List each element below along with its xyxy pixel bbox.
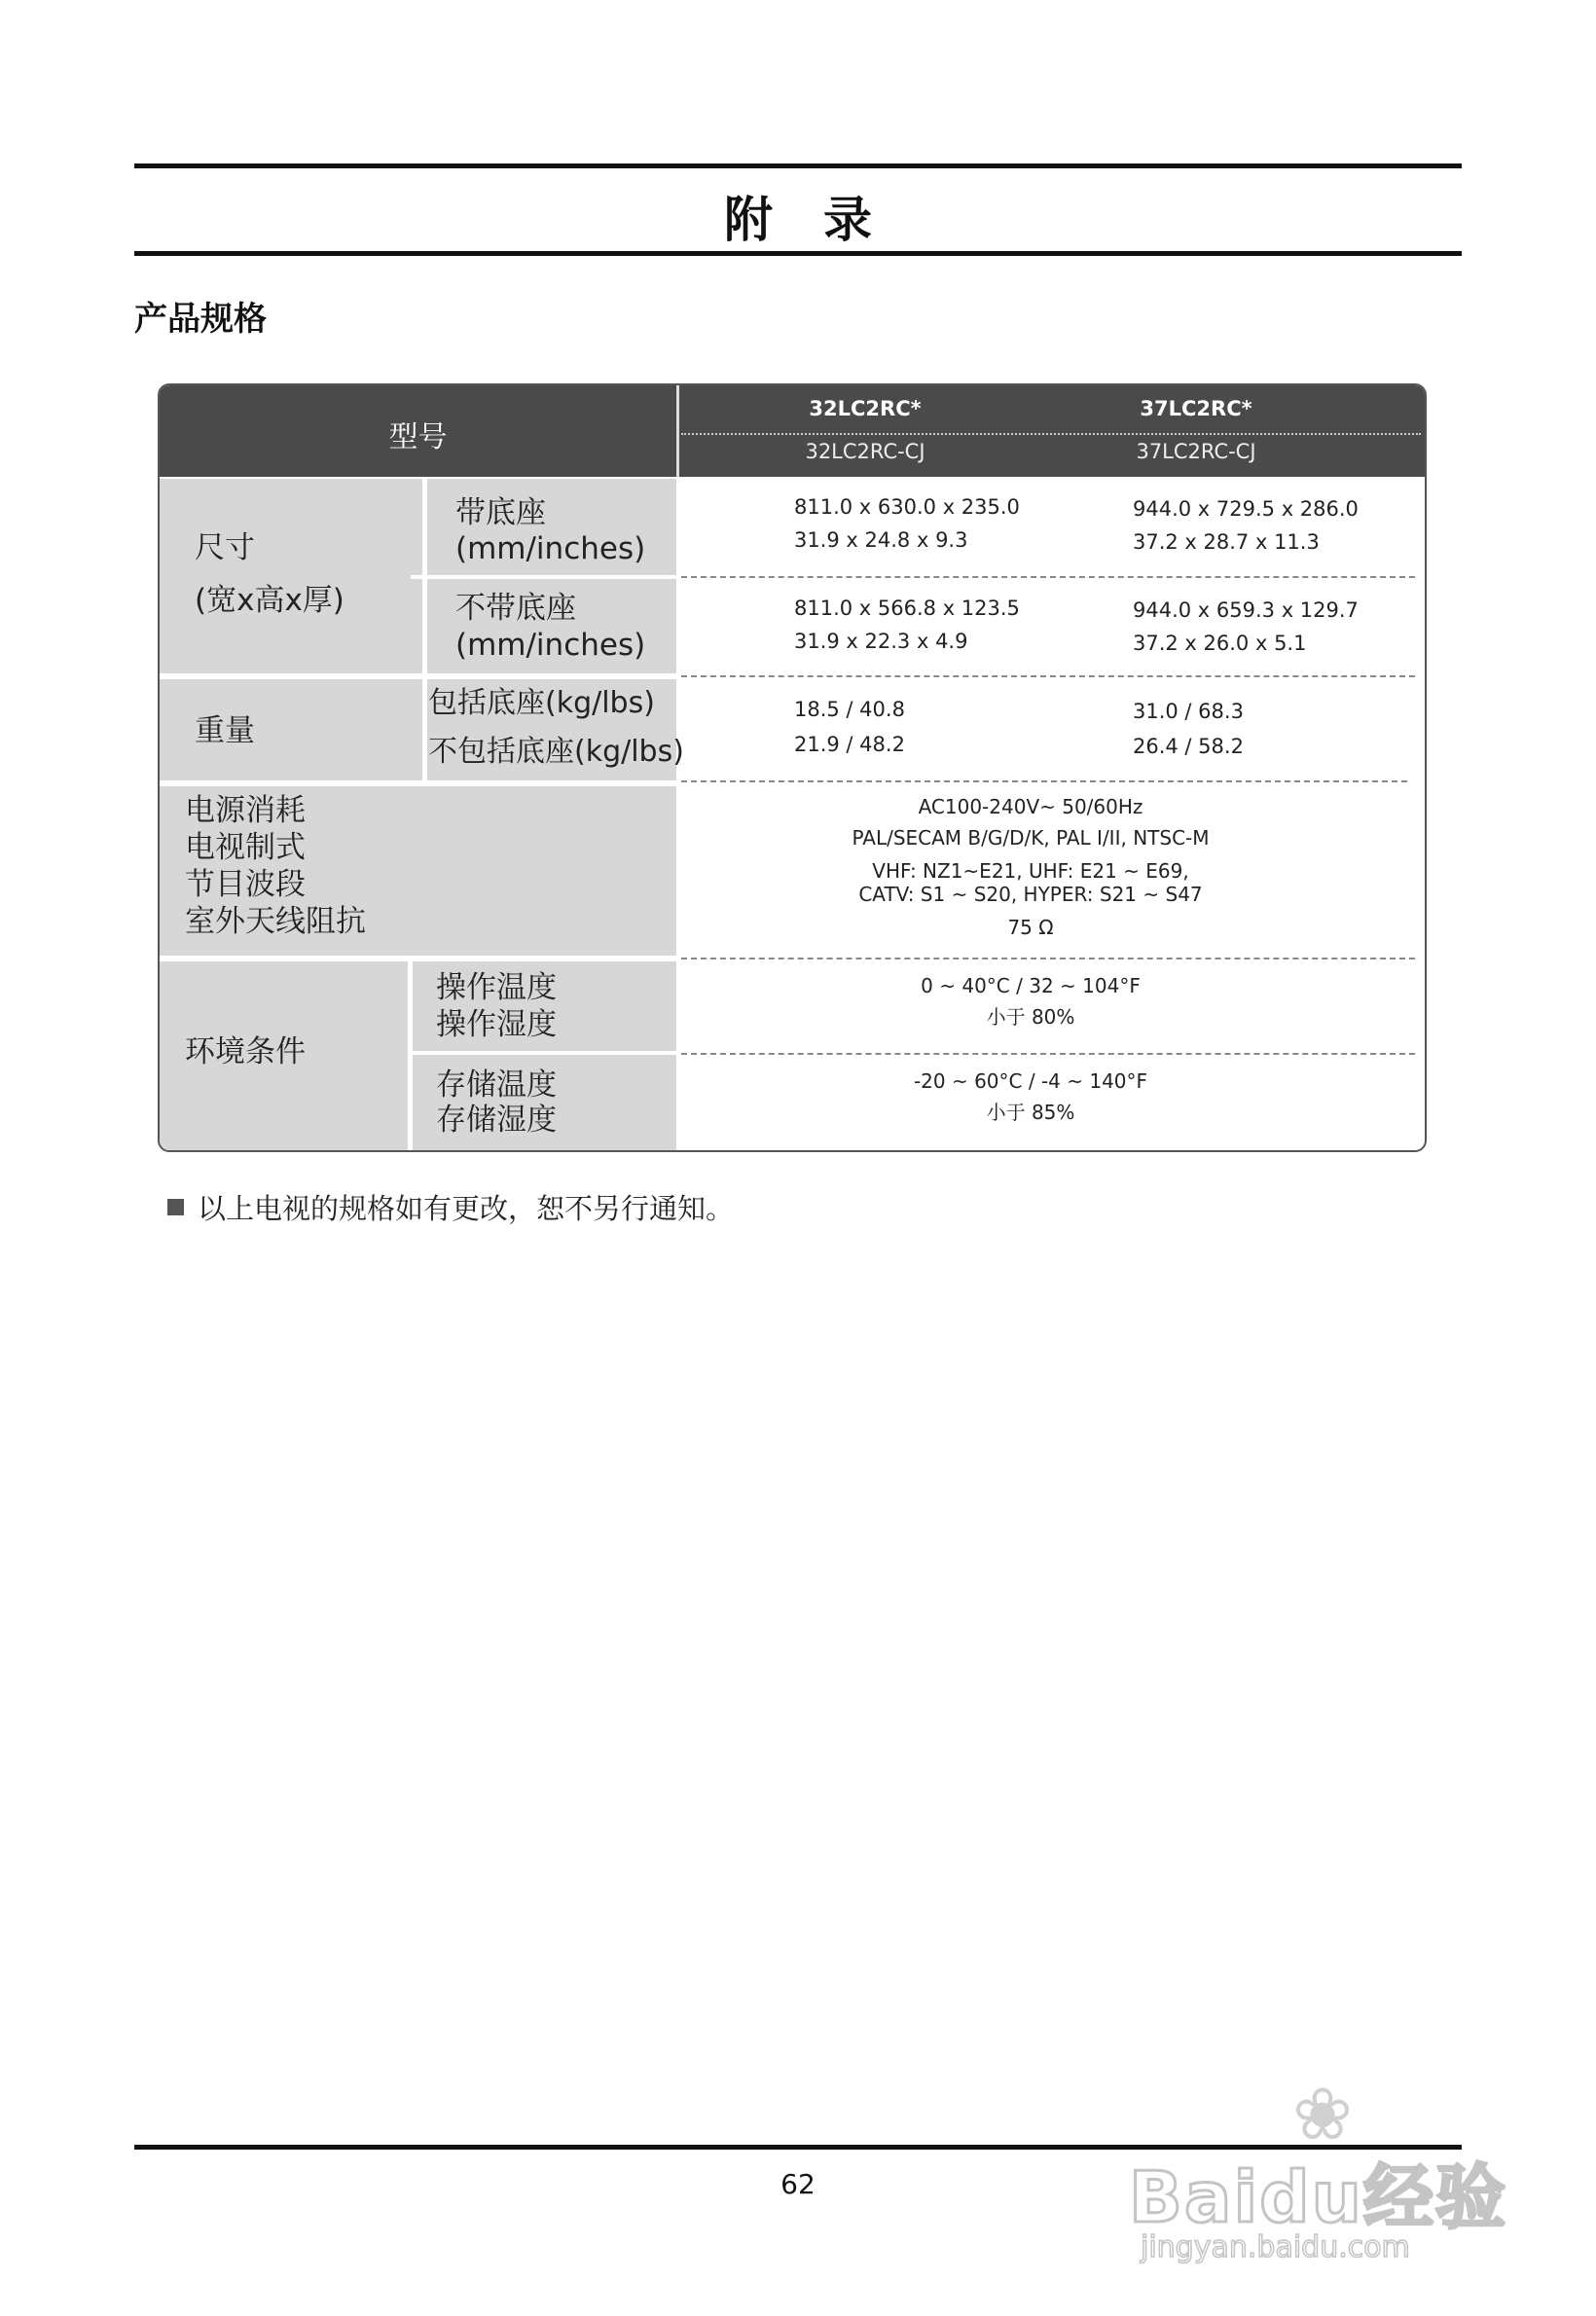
m2-without-mm: 944.0 x 659.3 x 129.7	[1133, 598, 1359, 622]
with-stand-unit: (mm/inches)	[455, 531, 646, 566]
footnote-text: 以上电视的规格如有更改，恕不另行通知。	[198, 1192, 735, 1225]
m1-with-mm: 811.0 x 630.0 x 235.0	[794, 495, 1020, 519]
header-dash	[681, 433, 1421, 435]
watermark-logo: Baidu经验	[1129, 2156, 1507, 2238]
with-stand-label: 带底座	[455, 495, 546, 530]
op-temp-label: 操作温度	[436, 970, 557, 1005]
band-value-2: CATV: S1 ~ S20, HYPER: S21 ~ S47	[858, 883, 1203, 906]
env-label: 环境条件	[185, 1034, 306, 1069]
st-humidity-value: 小于 85%	[986, 1101, 1075, 1124]
st-temp-value: -20 ~ 60°C / -4 ~ 140°F	[913, 1069, 1148, 1093]
title-underline	[134, 251, 1462, 256]
bullet-square-icon	[167, 1199, 184, 1215]
m2-with-mm: 944.0 x 729.5 x 286.0	[1133, 497, 1359, 521]
m1-with-in: 31.9 x 24.8 x 9.3	[794, 528, 968, 552]
power-label: 电源消耗	[185, 793, 306, 828]
m1-without-mm: 811.0 x 566.8 x 123.5	[794, 597, 1020, 620]
m2-weight-without: 26.4 / 58.2	[1133, 735, 1244, 758]
m2-without-in: 37.2 x 26.0 x 5.1	[1133, 632, 1307, 655]
op-temp-value: 0 ~ 40°C / 32 ~ 104°F	[921, 974, 1141, 997]
st-humidity-label: 存储湿度	[436, 1103, 557, 1138]
weight-label: 重量	[195, 713, 255, 748]
system-value: PAL/SECAM B/G/D/K, PAL I/II, NTSC-M	[852, 826, 1210, 850]
baidu-watermark	[1129, 2073, 1518, 2267]
header-model-label: 型号	[388, 420, 448, 454]
model1-sub: 32LC2RC-CJ	[805, 440, 925, 463]
weight-without-stand: 不包括底座(kg/lbs)	[428, 735, 684, 769]
footnote	[167, 1187, 734, 1227]
size-label: 尺寸	[195, 530, 255, 565]
watermark-url: jingyan.baidu.com	[1141, 2230, 1410, 2264]
power-value: AC100-240V~ 50/60Hz	[918, 795, 1143, 818]
m1-weight-without: 21.9 / 48.2	[794, 733, 905, 756]
m1-weight-with: 18.5 / 40.8	[794, 698, 905, 721]
page-title: 附录	[724, 192, 923, 248]
system-label: 电视制式	[185, 830, 306, 865]
section-title: 产品规格	[134, 300, 267, 339]
m2-with-in: 37.2 x 28.7 x 11.3	[1133, 530, 1320, 554]
top-rule	[134, 163, 1462, 168]
spec-table	[158, 383, 1427, 1152]
st-temp-label: 存储温度	[436, 1068, 557, 1103]
model2-sub: 37LC2RC-CJ	[1136, 440, 1256, 463]
antenna-label: 室外天线阻抗	[185, 904, 366, 939]
without-stand-unit: (mm/inches)	[455, 628, 646, 663]
model1-main: 32LC2RC*	[809, 397, 922, 420]
m1-without-in: 31.9 x 22.3 x 4.9	[794, 630, 968, 653]
weight-with-stand: 包括底座(kg/lbs)	[428, 686, 655, 720]
antenna-value: 75 Ω	[1007, 916, 1054, 939]
m2-weight-with: 31.0 / 68.3	[1133, 700, 1244, 723]
page-number: 62	[780, 2168, 816, 2200]
band-label: 节目波段	[185, 867, 306, 902]
size-dims-label: (宽x高x厚)	[195, 583, 345, 618]
op-humidity-value: 小于 80%	[986, 1005, 1075, 1029]
paw-icon: ❀	[1292, 2073, 1354, 2156]
band-value-1: VHF: NZ1~E21, UHF: E21 ~ E69,	[872, 859, 1189, 883]
op-humidity-label: 操作湿度	[436, 1007, 557, 1042]
without-stand-label: 不带底座	[455, 591, 576, 626]
model2-main: 37LC2RC*	[1140, 397, 1252, 420]
